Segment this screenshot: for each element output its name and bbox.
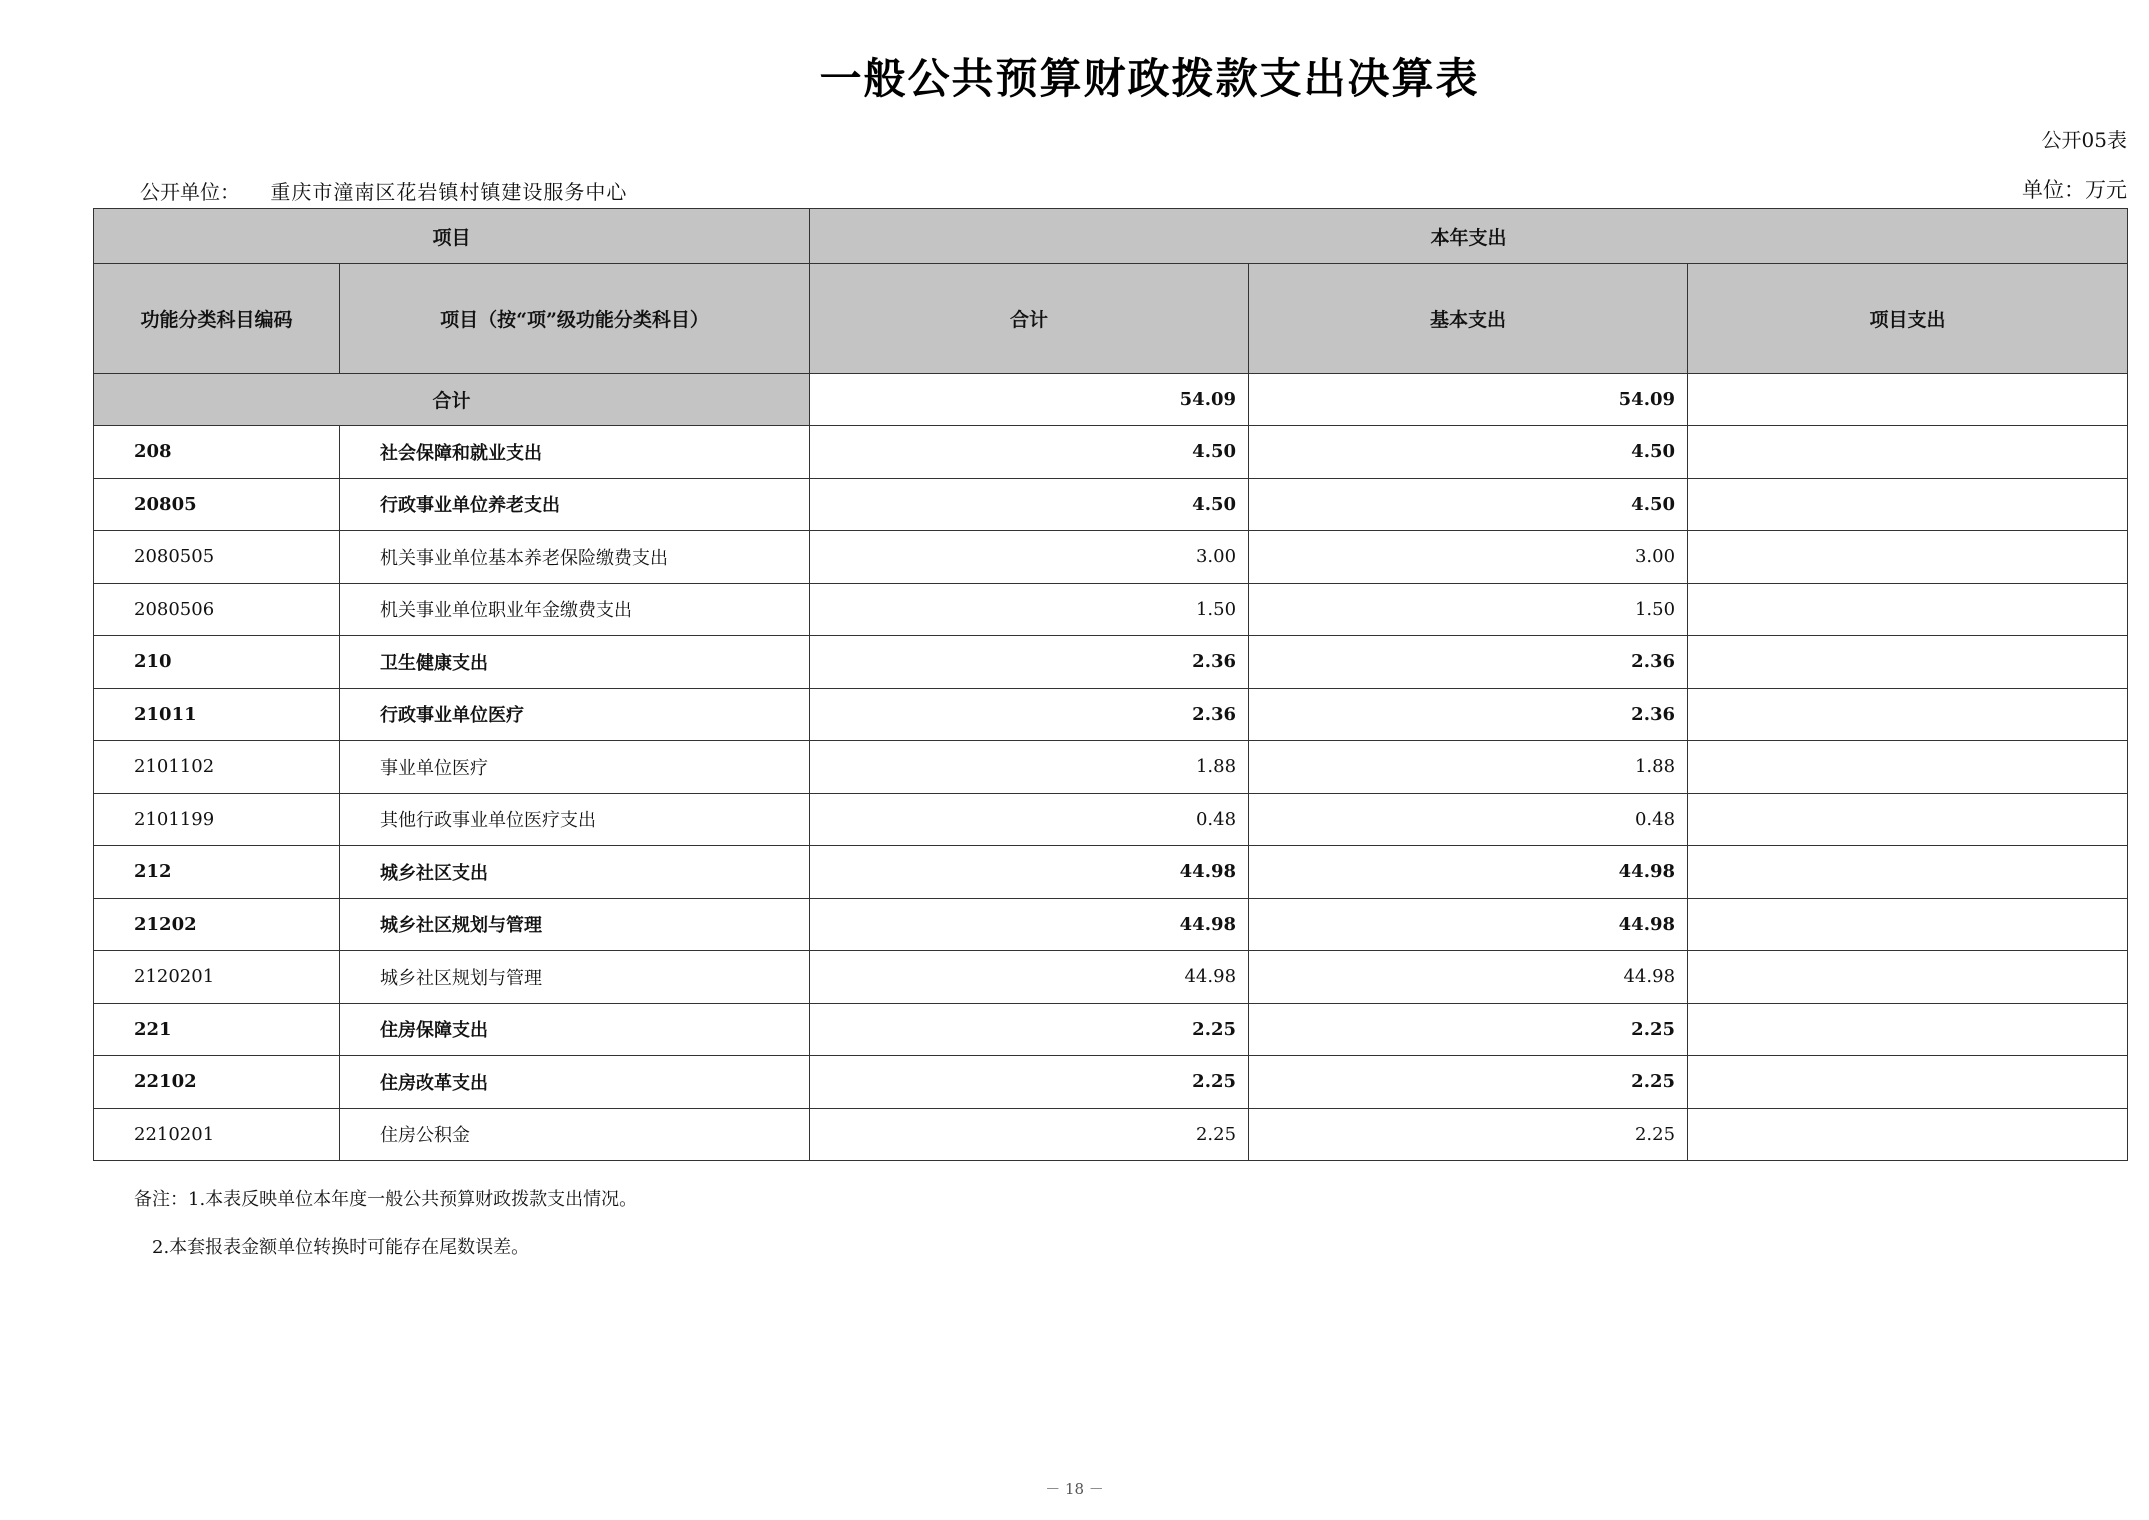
cell-total: 44.98 [810,951,1249,1004]
unit-line [140,176,627,205]
cell-name: 行政事业单位养老支出 [340,478,810,531]
cell-project [1688,426,2128,479]
note-1: 备注：1.本表反映单位本年度一般公共预算财政拨款支出情况。 [134,1189,638,1210]
header-current-year: 本年支出 [810,209,2128,264]
table-row [94,688,2128,741]
table-row [94,1003,2128,1056]
cell-project [1688,1108,2128,1161]
cell-total: 44.98 [810,898,1249,951]
cell-basic: 44.98 [1249,898,1688,951]
cell-name: 其他行政事业单位医疗支出 [340,793,810,846]
cell-code: 2101199 [94,793,340,846]
table-number: 公开05表 [2041,128,2127,152]
table-row [94,846,2128,899]
cell-total: 1.50 [810,583,1249,636]
unit-measure: 单位：万元 [2022,178,2127,202]
expenditure-table [93,208,2128,1161]
table-row [94,1056,2128,1109]
cell-project [1688,636,2128,689]
cell-project [1688,846,2128,899]
cell-name: 城乡社区支出 [340,846,810,899]
cell-code: 2101102 [94,741,340,794]
cell-project [1688,688,2128,741]
cell-total: 2.25 [810,1003,1249,1056]
cell-code: 22102 [94,1056,340,1109]
cell-project [1688,1003,2128,1056]
cell-total: 44.98 [810,846,1249,899]
cell-basic: 1.50 [1249,583,1688,636]
total-row [94,374,2128,426]
cell-name: 事业单位医疗 [340,741,810,794]
cell-total: 0.48 [810,793,1249,846]
total-basic: 54.09 [1249,374,1688,426]
cell-project [1688,531,2128,584]
cell-total: 4.50 [810,478,1249,531]
cell-basic: 2.36 [1249,636,1688,689]
unit-name: 重庆市潼南区花岩镇村镇建设服务中心 [270,180,628,204]
cell-name: 住房改革支出 [340,1056,810,1109]
header-code: 功能分类科目编码 [94,264,340,374]
cell-name: 卫生健康支出 [340,636,810,689]
table-row [94,478,2128,531]
cell-total: 4.50 [810,426,1249,479]
cell-project [1688,1056,2128,1109]
cell-code: 20805 [94,478,340,531]
cell-basic: 2.36 [1249,688,1688,741]
cell-name: 机关事业单位职业年金缴费支出 [340,583,810,636]
cell-code: 21202 [94,898,340,951]
cell-code: 2080506 [94,583,340,636]
cell-name: 城乡社区规划与管理 [340,898,810,951]
table-row [94,426,2128,479]
cell-basic: 4.50 [1249,426,1688,479]
cell-code: 208 [94,426,340,479]
cell-basic: 1.88 [1249,741,1688,794]
cell-code: 221 [94,1003,340,1056]
page-number: － 18 － [1045,1480,1104,1498]
table-row [94,1108,2128,1161]
cell-basic: 44.98 [1249,846,1688,899]
cell-basic: 2.25 [1249,1003,1688,1056]
cell-code: 2120201 [94,951,340,1004]
cell-name: 社会保障和就业支出 [340,426,810,479]
cell-basic: 2.25 [1249,1108,1688,1161]
cell-name: 行政事业单位医疗 [340,688,810,741]
notes [134,1185,637,1281]
cell-code: 2210201 [94,1108,340,1161]
cell-code: 212 [94,846,340,899]
cell-total: 3.00 [810,531,1249,584]
cell-code: 21011 [94,688,340,741]
header-total: 合计 [810,264,1249,374]
cell-basic: 3.00 [1249,531,1688,584]
cell-total: 2.25 [810,1056,1249,1109]
cell-name: 城乡社区规划与管理 [340,951,810,1004]
table-row [94,898,2128,951]
cell-basic: 44.98 [1249,951,1688,1004]
cell-total: 1.88 [810,741,1249,794]
cell-total: 2.36 [810,688,1249,741]
cell-code: 210 [94,636,340,689]
header-basic: 基本支出 [1249,264,1688,374]
table-row [94,793,2128,846]
cell-project [1688,583,2128,636]
cell-name: 住房公积金 [340,1108,810,1161]
cell-project [1688,478,2128,531]
unit-label: 公开单位： [140,180,240,204]
cell-name: 住房保障支出 [340,1003,810,1056]
total-total: 54.09 [810,374,1249,426]
cell-basic: 0.48 [1249,793,1688,846]
cell-project [1688,793,2128,846]
cell-code: 2080505 [94,531,340,584]
page-title: 一般公共预算财政拨款支出决算表 [819,54,1480,103]
cell-basic: 2.25 [1249,1056,1688,1109]
header-project-expense: 项目支出 [1688,264,2128,374]
header-row-2 [94,264,2128,374]
header-row-1 [94,209,2128,264]
cell-project [1688,898,2128,951]
total-project [1688,374,2128,426]
header-item: 项目（按“项”级功能分类科目） [340,264,810,374]
cell-project [1688,741,2128,794]
note-2: 2.本套报表金额单位转换时可能存在尾数误差。 [152,1237,530,1258]
total-label: 合计 [94,374,810,426]
cell-basic: 4.50 [1249,478,1688,531]
table-row [94,636,2128,689]
table-row [94,741,2128,794]
table-row [94,531,2128,584]
cell-project [1688,951,2128,1004]
table-row [94,583,2128,636]
cell-total: 2.25 [810,1108,1249,1161]
cell-total: 2.36 [810,636,1249,689]
table-row [94,951,2128,1004]
cell-name: 机关事业单位基本养老保险缴费支出 [340,531,810,584]
header-project: 项目 [94,209,810,264]
